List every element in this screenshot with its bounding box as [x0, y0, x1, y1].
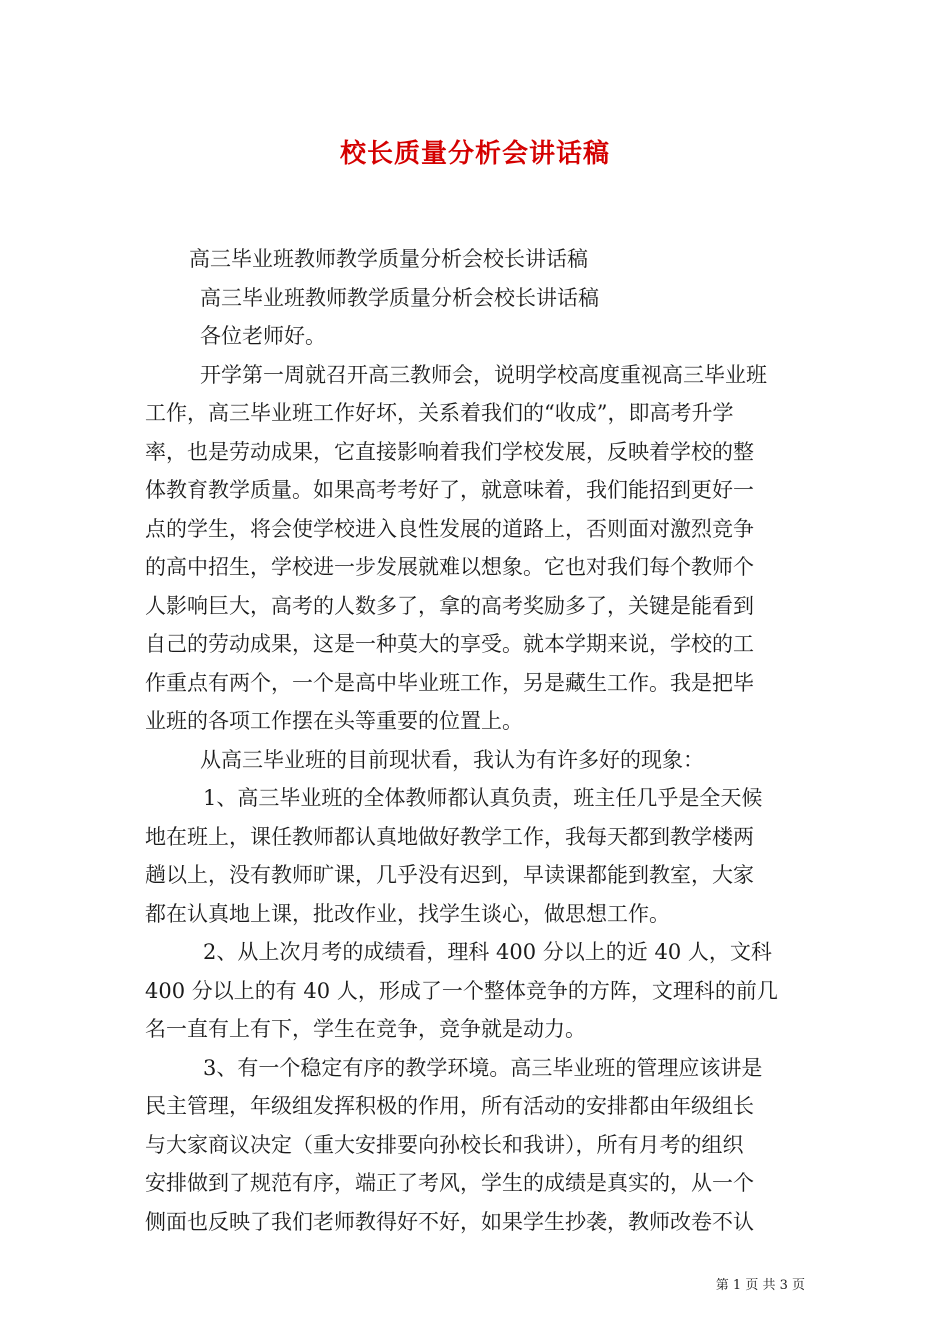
- paragraph-line: 1、高三毕业班的全体教师都认真负责，班主任几乎是全天候: [203, 786, 763, 810]
- paragraph-line: 与大家商议决定（重大安排要向孙校长和我讲），所有月考的组织: [145, 1132, 744, 1157]
- paragraph-line: 名一直有上有下，学生在竞争，竞争就是动力。: [145, 1017, 586, 1041]
- paragraph-line: 侧面也反映了我们老师教得好不好，如果学生抄袭，教师改卷不认: [145, 1209, 754, 1234]
- subtitle-line: 高三毕业班教师教学质量分析会校长讲话稿: [189, 247, 588, 271]
- paragraph-line: 业班的各项工作摆在头等重要的位置上。: [145, 709, 523, 733]
- paragraph-line: 2、从上次月考的成绩看，理科 400 分以上的近 40 人，文科: [203, 940, 772, 964]
- paragraph-line: 民主管理，年级组发挥积极的作用，所有活动的安排都由年级组长: [145, 1094, 754, 1118]
- paragraph-line: 安排做到了规范有序，端正了考风，学生的成绩是真实的，从一个: [145, 1171, 754, 1195]
- paragraph-line: 都在认真地上课，批改作业，找学生谈心，做思想工作。: [145, 901, 670, 926]
- subtitle-line: 高三毕业班教师教学质量分析会校长讲话稿: [200, 285, 599, 310]
- paragraph-line: 从高三毕业班的目前现状看，我认为有许多好的现象：: [200, 747, 704, 772]
- document-title: 校长质量分析会讲话稿: [339, 139, 610, 169]
- paragraph-line: 工作，高三毕业班工作好坏，关系着我们的“收成”，即高考升学: [145, 401, 734, 425]
- paragraph-line: 400 分以上的有 40 人，形成了一个整体竞争的方阵，文理科的前几: [145, 978, 778, 1003]
- paragraph-line: 人影响巨大，高考的人数多了，拿的高考奖励多了，关键是能看到: [145, 593, 754, 618]
- paragraph-line: 趟以上，没有教师旷课，几乎没有迟到，早读课都能到教室，大家: [145, 863, 754, 887]
- page-number: 第 1 页 共 3 页: [715, 1278, 805, 1293]
- paragraph-line: 开学第一周就召开高三教师会，说明学校高度重视高三毕业班: [200, 362, 767, 387]
- paragraph-line: 的高中招生，学校进一步发展就难以想象。它也对我们每个教师个: [145, 555, 754, 579]
- document-body: [145, 240, 805, 1241]
- paragraph-line: 点的学生，将会使学校进入良性发展的道路上，否则面对激烈竞争: [145, 516, 754, 541]
- paragraph-line: 率，也是劳动成果，它直接影响着我们学校发展，反映着学校的整: [145, 439, 754, 464]
- paragraph-line: 作重点有两个，一个是高中毕业班工作，另是藏生工作。我是把毕: [145, 670, 754, 695]
- greeting-line: 各位老师好。: [200, 324, 326, 348]
- paragraph-line: 3、有一个稳定有序的教学环境。高三毕业班的管理应该讲是: [203, 1055, 763, 1080]
- paragraph-line: 体教育教学质量。如果高考考好了，就意味着，我们能招到更好一: [145, 478, 754, 502]
- paragraph-line: 地在班上，课任教师都认真地做好教学工作，我每天都到教学楼两: [145, 824, 754, 849]
- paragraph-line: 自己的劳动成果，这是一种莫大的享受。就本学期来说，学校的工: [145, 632, 754, 656]
